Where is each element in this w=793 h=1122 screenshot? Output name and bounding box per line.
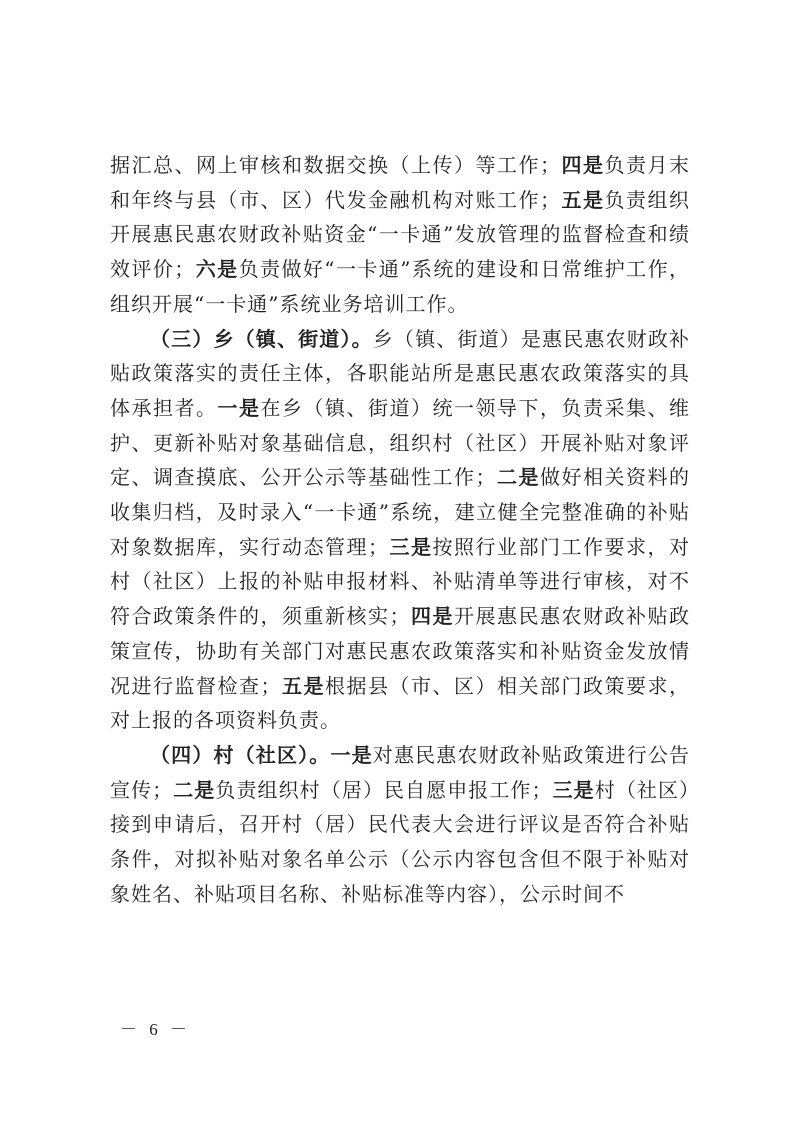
paragraph-village bbox=[110, 738, 690, 912]
bold-marker: 二是 bbox=[496, 465, 540, 490]
bold-marker: 四是 bbox=[561, 153, 605, 177]
text-run: 乡（镇、街道）是惠民惠农财政补贴政策落实的责任主体，各职能站所是惠民惠农政策落实的具体承担者。 bbox=[110, 326, 691, 420]
text-run: 负责组织开展惠民惠农财政补贴资金“一卡通”发放管理的监督检查和绩效评价； bbox=[110, 187, 690, 282]
bold-marker: 一是 bbox=[330, 742, 373, 767]
text-run: 按照行业部门工作要求，对村（社区）上报的补贴申报材料、补贴清单等进行审核，对不符合政策条件的，须重新核实； bbox=[110, 534, 690, 629]
text-run: 开展惠民惠农财政补贴政策宣传，协助有关部门对惠民惠农政策落实和补贴资金发放情况进行监督检查； bbox=[110, 604, 690, 698]
text-run: 在乡（镇、街道）统一领导下，负责采集、维护、更新补贴对象基础信息，组织村（社区）开展补贴对象评定、调查摸底、公开公示等基础性工作； bbox=[110, 395, 690, 490]
text-run: 负责做好“一卡通”系统的建设和日常维护工作，组织开展“一卡通”系统业务培训工作。 bbox=[110, 257, 691, 316]
text-run: 负责组织村（居）民自愿申报工作； bbox=[215, 777, 553, 802]
text-run: 根据县（市、区）相关部门政策要求，对上报的各项资料负责。 bbox=[110, 673, 690, 733]
body-text bbox=[110, 148, 690, 911]
bold-marker: 一是 bbox=[217, 395, 261, 420]
bold-marker: 五是 bbox=[281, 673, 325, 698]
bold-marker: 六是 bbox=[195, 257, 239, 282]
text-run: 村（社区）接到申请后，召开村（居）民代表大会进行评议是否符合补贴条件，对拟补贴对象名单公示（公示内容包含但不限于补贴对象姓名、补贴项目名称、补贴标准等内容），公示时间不 bbox=[110, 777, 691, 906]
bold-marker: 五是 bbox=[561, 187, 605, 212]
paragraph-township bbox=[110, 322, 690, 738]
section-heading: （三）乡（镇、街道）。 bbox=[150, 326, 373, 351]
bold-marker: 三是 bbox=[552, 777, 595, 802]
section-heading: （四）村（社区）。 bbox=[150, 742, 331, 767]
bold-marker: 四是 bbox=[410, 604, 454, 629]
text-run: 负责月末和年终与县（市、区）代发金融机构对账工作； bbox=[110, 153, 690, 212]
text-run: 对惠民惠农财政补贴政策进行公告宣传； bbox=[110, 742, 691, 802]
bold-marker: 二是 bbox=[173, 777, 216, 802]
text-run: 做好相关资料的收集归档，及时录入“一卡通”系统，建立健全完整准确的补贴对象数据库，实行动态管理； bbox=[110, 465, 690, 559]
page-number: － 6 － bbox=[120, 1020, 191, 1039]
bold-marker: 三是 bbox=[389, 534, 433, 559]
text-run: 据汇总、网上审核和数据交换（上传）等工作； bbox=[110, 153, 561, 177]
paragraph-continued bbox=[110, 148, 690, 322]
